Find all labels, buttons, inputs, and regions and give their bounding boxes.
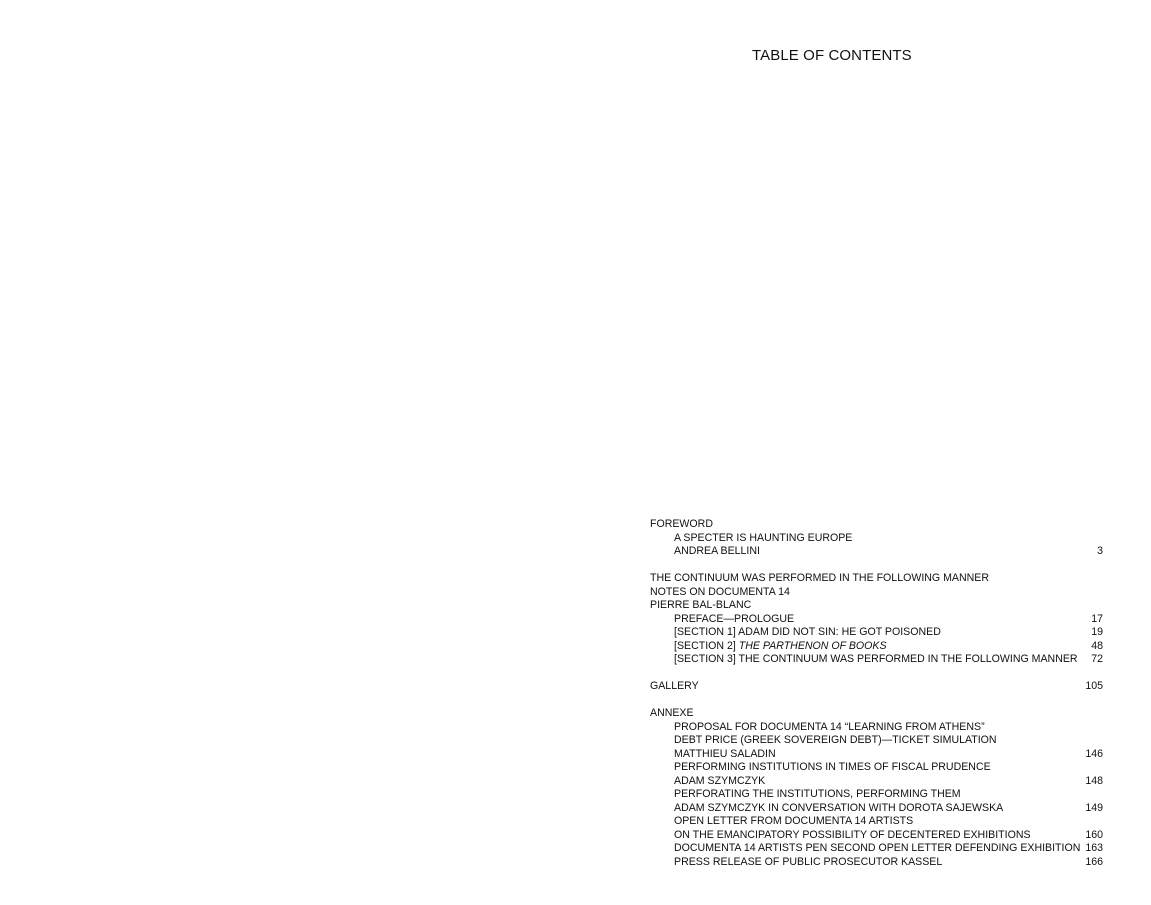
toc-entry (650, 613, 1103, 627)
toc-entry-title (650, 545, 760, 559)
toc-page-number: 19 (1091, 626, 1103, 638)
toc-entry-text: THE CONTINUUM WAS PERFORMED IN THE FOLLOWING MANNER (650, 572, 990, 584)
toc-entry-title (650, 680, 699, 694)
toc-page-number: 72 (1091, 653, 1103, 665)
toc-entry-title (650, 707, 694, 721)
toc-entry-italic-title: THE PARTHENON OF BOOKS (738, 639, 887, 652)
toc-entry-title (650, 626, 941, 640)
toc-entry-title (650, 761, 991, 775)
toc-page-number: 146 (1085, 747, 1103, 760)
toc-entry-text: PERFORATING THE INSTITUTIONS, PERFORMING THEM (674, 788, 961, 800)
toc-entry (650, 815, 1103, 829)
toc-entry-text: OPEN LETTER FROM DOCUMENTA 14 ARTISTS (674, 815, 914, 827)
toc-entry-text: NOTES ON DOCUMENTA 14 (650, 585, 790, 598)
toc-entry-text: [SECTION 2] (674, 639, 739, 652)
toc-entry (650, 761, 1103, 775)
toc-entry-text: ADAM SZYMCZYK IN CONVERSATION WITH DOROTA SAJEWSKA (674, 801, 1004, 814)
page-title: TABLE OF CONTENTS (752, 47, 912, 64)
toc-entry-text: PROPOSAL FOR DOCUMENTA 14 “LEARNING FROM ATHENS” (674, 720, 985, 733)
toc-entry (650, 626, 1103, 640)
toc-entry-title (650, 788, 961, 802)
toc-entry-text: [SECTION 1] ADAM DID NOT SIN: HE GOT POISONED (674, 626, 941, 638)
toc-entry-title (650, 734, 997, 748)
toc-entry-text: ADAM SZYMCZYK (674, 774, 766, 787)
toc-page-number: 163 (1085, 842, 1103, 854)
toc-section (650, 680, 1103, 694)
toc-section (650, 518, 1103, 559)
toc-entry (650, 734, 1103, 748)
toc-entry-title (650, 599, 751, 613)
table-of-contents (650, 518, 1103, 883)
toc-section (650, 572, 1103, 667)
toc-entry (650, 599, 1103, 613)
toc-entry-text: PERFORMING INSTITUTIONS IN TIMES OF FISCAL PRUDENCE (674, 761, 991, 773)
toc-entry-title (650, 815, 913, 829)
toc-entry-text: MATTHIEU SALADIN (674, 747, 776, 760)
toc-entry-title (650, 842, 1080, 856)
toc-entry-text: PIERRE BAL-BLANC (650, 599, 752, 611)
toc-entry-title (650, 653, 1078, 667)
toc-entry-text: PREFACE—PROLOGUE (674, 612, 795, 625)
toc-entry (650, 748, 1103, 762)
toc-page-number: 148 (1085, 774, 1103, 787)
toc-entry (650, 586, 1103, 600)
toc-entry (650, 775, 1103, 789)
toc-entry-title (650, 802, 1003, 816)
toc-entry (650, 829, 1103, 843)
toc-page-number: 17 (1091, 612, 1103, 625)
toc-entry (650, 532, 1103, 546)
toc-entry-text: ANNEXE (650, 707, 694, 719)
toc-entry-title (650, 640, 887, 654)
toc-entry (650, 721, 1103, 735)
toc-entry (650, 640, 1103, 654)
toc-entry-title (650, 721, 985, 735)
toc-entry-text: FOREWORD (650, 518, 713, 530)
toc-page-number: 48 (1091, 639, 1103, 652)
toc-entry (650, 518, 1103, 532)
toc-entry-title (650, 518, 713, 532)
toc-entry (650, 788, 1103, 802)
toc-page-number: 149 (1085, 801, 1103, 814)
toc-entry-title (650, 586, 790, 600)
toc-entry (650, 842, 1103, 856)
toc-entry (650, 856, 1103, 870)
toc-entry-text: DEBT PRICE (GREEK SOVEREIGN DEBT)—TICKET SIMULATION (674, 734, 997, 746)
toc-entry (650, 680, 1103, 694)
toc-entry-title (650, 613, 794, 627)
toc-entry-title (650, 775, 765, 789)
toc-page-number: 166 (1085, 855, 1103, 868)
toc-page-number: 160 (1085, 828, 1103, 841)
toc-entry-text: DOCUMENTA 14 ARTISTS PEN SECOND OPEN LETTER DEFENDING EXHIBITION (674, 842, 1081, 854)
toc-entry (650, 707, 1103, 721)
toc-entry (650, 572, 1103, 586)
toc-entry-title (650, 748, 776, 762)
toc-page-number: 3 (1097, 545, 1103, 557)
toc-entry-text: [SECTION 3] THE CONTINUUM WAS PERFORMED IN THE FOLLOWING MANNER (674, 653, 1078, 665)
toc-entry (650, 802, 1103, 816)
toc-entry (650, 545, 1103, 559)
toc-entry (650, 653, 1103, 667)
toc-entry-title (650, 856, 942, 870)
toc-entry-text: A SPECTER IS HAUNTING EUROPE (674, 531, 853, 544)
toc-entry-text: ANDREA BELLINI (674, 545, 760, 557)
toc-section (650, 707, 1103, 869)
toc-entry-text: PRESS RELEASE OF PUBLIC PROSECUTOR KASSEL (674, 855, 943, 868)
toc-page-number: 105 (1085, 680, 1103, 692)
toc-entry-text: ON THE EMANCIPATORY POSSIBILITY OF DECENTERED EXHIBITIONS (674, 828, 1031, 841)
toc-entry-title (650, 829, 1031, 843)
toc-entry-title (650, 572, 989, 586)
toc-entry-title (650, 532, 852, 546)
toc-entry-text: GALLERY (650, 680, 699, 692)
